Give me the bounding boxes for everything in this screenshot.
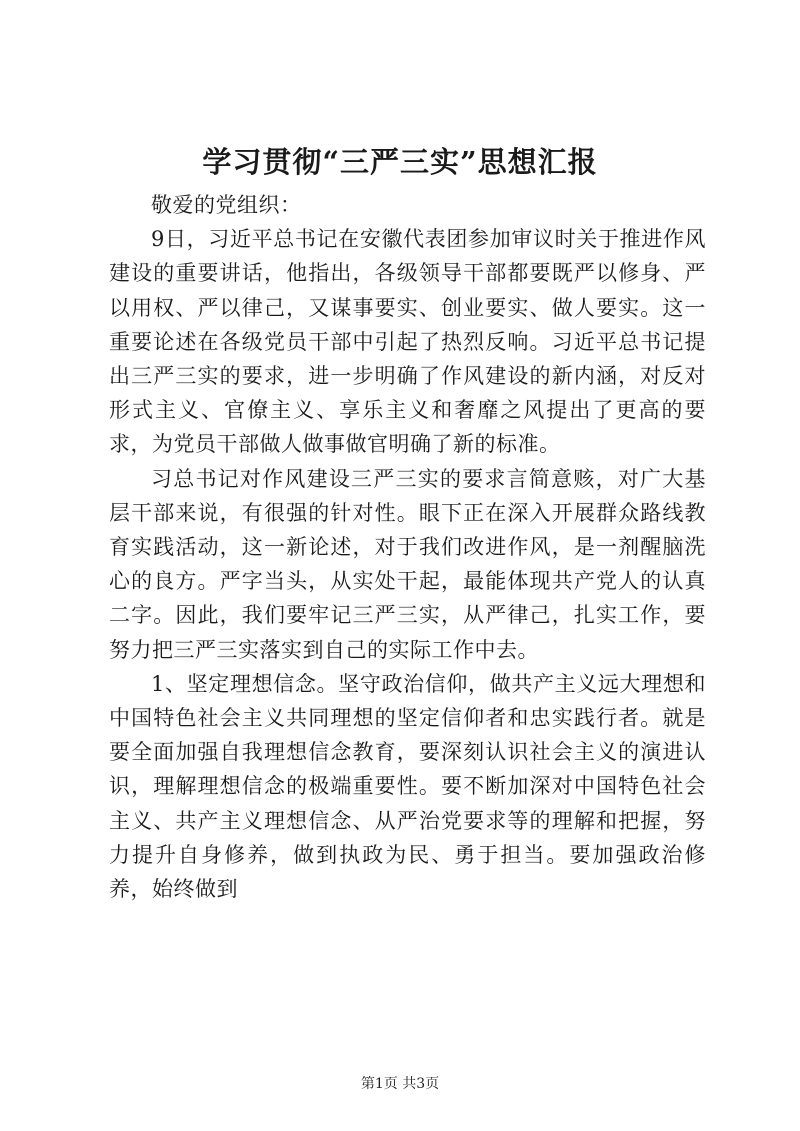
page-number-footer: 第1页 共3页	[360, 1076, 440, 1092]
salutation: 敬爱的党组织：	[151, 193, 302, 217]
paragraph-2: 习总书记对作风建设三严三实的要求言简意赅，对广大基层干部来说，有很强的针对性。眼下正在深入开展群众路线教育实践活动，这一新论述，对于我们改进作风，是一剂醒脑洗心的良方。严字当头，从实处干起，最能体现共产党人的认真二字。因此，我们要牢记三严三实，从严律己，扎实工作，要努力把三严三实落实到自己的实际工作中去。	[109, 466, 706, 662]
paragraph-1: 9日，习近平总书记在安徽代表团参加审议时关于推进作风建设的重要讲话，他指出，各级领导干部都要既严以修身、严以用权、严以律己，又谋事要实、创业要实、做人要实。这一重要论述在各级党员干部中引起了热烈反响。习近平总书记提出三严三实的要求，进一步明确了作风建设的新内涵，对反对形式主义、官僚主义、享乐主义和奢靡之风提出了更高的要求，为党员干部做人做事做官明确了新的标准。	[109, 227, 706, 457]
document-title: 学习贯彻“三严三实”思想汇报	[202, 145, 598, 179]
document-body	[109, 188, 706, 906]
paragraph-3: 1、坚定理想信念。坚守政治信仰，做共产主义远大理想和中国特色社会主义共同理想的坚定信仰者和忠实践行者。就是要全面加强自我理想信念教育，要深刻认识社会主义的演进认识，理解理想信念的极端重要性。要不断加深对中国特色社会主义、共产主义理想信念、从严治党要求等的理解和把握，努力提升自身修养，做到执政为民、勇于担当。要加强政治修养，始终做到	[109, 671, 706, 902]
